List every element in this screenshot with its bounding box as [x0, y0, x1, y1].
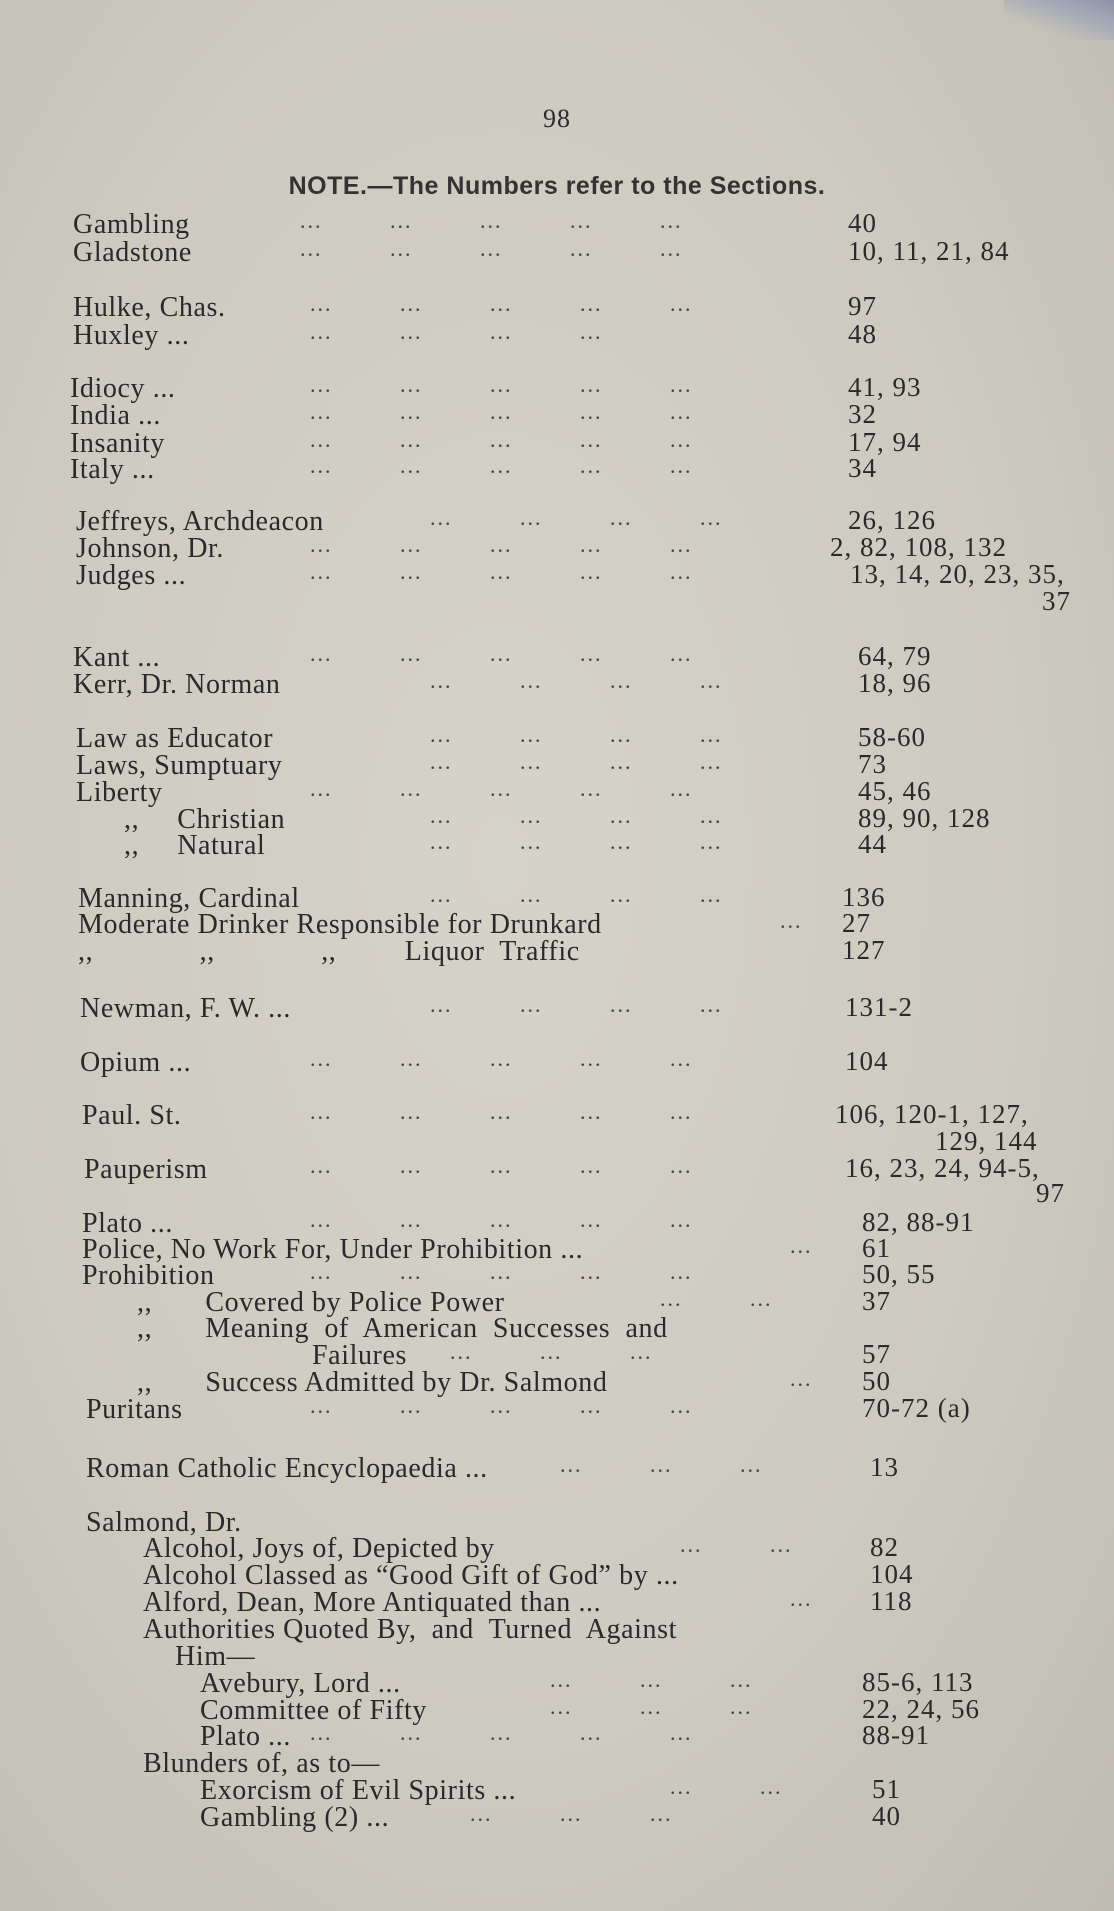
index-entry-pages: 97 [848, 291, 877, 321]
index-entry-pages: 37 [862, 1286, 891, 1316]
index-entry-label: Pauperism [84, 1154, 208, 1185]
index-entry-label: Roman Catholic Encyclopaedia ... [86, 1453, 488, 1484]
index-entry-pages: 82 [870, 1532, 899, 1562]
index-entry-pages: 70-72 (a) [862, 1393, 971, 1423]
index-entry-label: Liberty [76, 777, 163, 808]
index-entry-pages: 41, 93 [848, 372, 922, 402]
index-entry-label: Paul. St. [82, 1100, 182, 1131]
index-entry-pages: 127 [842, 935, 886, 965]
leader-dots: ... ... ... [550, 1694, 753, 1719]
leader-dots: ... ... ... ... ... [310, 372, 693, 397]
leader-dots: ... ... ... ... ... [310, 1720, 693, 1745]
page-corner-shadow [1004, 0, 1114, 40]
index-entry-pages: 64, 79 [858, 641, 932, 671]
index-entry-pages: 17, 94 [848, 427, 922, 457]
leader-dots: ... ... ... ... ... [310, 1393, 693, 1418]
index-entry-label: Plato ... [200, 1721, 291, 1752]
index-entry-label: Plato ... [82, 1208, 173, 1239]
index-entry-pages: 85-6, 113 [862, 1667, 974, 1697]
index-entry-pages: 50 [862, 1366, 891, 1396]
index-entry-label: Alcohol Classed as “Good Gift of God” by ... [143, 1560, 679, 1591]
leader-dots: ... ... ... ... ... [310, 1207, 693, 1232]
index-entry-pages: 44 [858, 829, 887, 859]
leader-dots: ... ... ... [550, 1667, 753, 1692]
index-entry-pages: 131-2 [845, 992, 913, 1022]
leader-dots: ... ... ... ... ... [310, 453, 693, 478]
index-entry-pages: 10, 11, 21, 84 [848, 236, 1010, 266]
index-entry-label: ,, Christian [124, 804, 286, 835]
index-entry-label: Committee of Fifty [200, 1695, 428, 1726]
index-entry-pages: 50, 55 [862, 1259, 936, 1289]
index-entry-pages: 40 [872, 1801, 901, 1831]
leader-dots: ... [790, 1233, 813, 1258]
leader-dots: ... ... ... ... ... [300, 236, 683, 261]
index-entry-label: India ... [70, 400, 161, 431]
leader-dots: ... ... ... ... ... [310, 641, 693, 666]
index-entry-label: Jeffreys, Archdeacon [76, 506, 324, 537]
index-entry-label: ,, Natural [124, 830, 266, 861]
leader-dots: ... ... ... ... [430, 882, 723, 907]
index-entry-label: Gambling [73, 209, 190, 240]
index-entry-pages: 97 [1036, 1178, 1065, 1208]
index-entry-label: Hulke, Chas. [73, 292, 226, 323]
index-entry-label: Newman, F. W. ... [80, 993, 291, 1024]
index-entry-label: Johnson, Dr. [76, 533, 224, 564]
leader-dots: ... ... ... ... ... [310, 776, 693, 801]
index-entry-label: Failures [312, 1340, 408, 1371]
index-entry-pages: 13 [870, 1452, 899, 1482]
index-entry-label: Idiocy ... [70, 373, 176, 404]
index-entry-pages: 2, 82, 108, 132 [830, 532, 1007, 562]
leader-dots: ... ... [660, 1286, 773, 1311]
index-entry-pages: 32 [848, 399, 877, 429]
index-entry-label: Authorities Quoted By, and Turned Against [143, 1614, 678, 1645]
index-entry-pages: 136 [842, 882, 886, 912]
index-entry-pages: 51 [872, 1774, 901, 1804]
index-entry-label: Puritans [86, 1394, 183, 1425]
index-entry-label: Kant ... [73, 642, 161, 673]
leader-dots: ... ... ... ... ... [310, 1099, 693, 1124]
index-entry-label: Laws, Sumptuary [76, 750, 283, 781]
index-entry-label: Opium ... [80, 1047, 192, 1078]
index-entry-pages: 89, 90, 128 [858, 803, 991, 833]
leader-dots: ... [790, 1366, 813, 1391]
index-entry-pages: 27 [842, 908, 871, 938]
leader-dots: ... [790, 1586, 813, 1611]
leader-dots: ... ... ... ... [430, 668, 723, 693]
leader-dots: ... ... ... ... [430, 803, 723, 828]
index-entry-pages: 48 [848, 319, 877, 349]
page-number: 98 [543, 104, 571, 133]
index-entry-label: Gladstone [73, 237, 192, 268]
index-entry-label: ,, Meaning of American Successes and [137, 1313, 668, 1344]
leader-dots: ... ... ... ... [310, 319, 603, 344]
index-entry-pages: 73 [858, 749, 887, 779]
index-entry-pages: 18, 96 [858, 668, 932, 698]
index-entry-label: Gambling (2) ... [200, 1802, 390, 1833]
leader-dots: ... [780, 908, 803, 933]
leader-dots: ... ... ... ... ... [310, 1046, 693, 1071]
index-entry-label: Him— [175, 1641, 256, 1672]
index-entry-label: Police, No Work For, Under Prohibition ... [82, 1234, 584, 1265]
index-entry-pages: 45, 46 [858, 776, 932, 806]
leader-dots: ... ... ... ... ... [310, 291, 693, 316]
leader-dots: ... ... ... ... [430, 829, 723, 854]
leader-dots: ... ... ... ... ... [310, 532, 693, 557]
index-entry-label: Law as Educator [76, 723, 274, 754]
leader-dots: ... ... ... ... ... [300, 208, 683, 233]
index-entry-pages: 22, 24, 56 [862, 1694, 980, 1724]
leader-dots: ... ... ... ... [430, 505, 723, 530]
index-entry-label: ,, Covered by Police Power [137, 1287, 505, 1318]
index-entry-label: Judges ... [76, 560, 187, 591]
index-entry-pages: 82, 88-91 [862, 1207, 975, 1237]
index-entry-label: Manning, Cardinal [78, 883, 300, 914]
index-entry-pages: 40 [848, 208, 877, 238]
index-entry-pages: 104 [870, 1559, 914, 1589]
index-entry-label: Kerr, Dr. Norman [73, 669, 281, 700]
index-entry-pages: 34 [848, 453, 877, 483]
index-entry-label: ,, Success Admitted by Dr. Salmond [137, 1367, 608, 1398]
leader-dots: ... ... [680, 1532, 793, 1557]
index-entry-label: Huxley ... [73, 320, 190, 351]
index-entry-pages: 37 [1042, 586, 1071, 616]
index-entry-label: Prohibition [82, 1260, 215, 1291]
index-entry-pages: 13, 14, 20, 23, 35, [850, 559, 1065, 589]
index-entry-label: Exorcism of Evil Spirits ... [200, 1775, 517, 1806]
leader-dots: ... ... ... ... ... [310, 559, 693, 584]
index-entry-label: Alcohol, Joys of, Depicted by [143, 1533, 495, 1564]
leader-dots: ... ... ... ... [430, 992, 723, 1017]
leader-dots: ... ... ... [560, 1452, 763, 1477]
index-entry-label: Alford, Dean, More Antiquated than ... [143, 1587, 602, 1618]
index-entry-label: Italy ... [70, 454, 155, 485]
leader-dots: ... ... ... ... [430, 722, 723, 747]
leader-dots: ... ... ... ... [430, 749, 723, 774]
index-entry-pages: 58-60 [858, 722, 926, 752]
leader-dots: ... ... ... ... ... [310, 1259, 693, 1284]
index-entry-label: ,, ,, ,, Liquor Traffic [78, 936, 580, 967]
leader-dots: ... ... ... [470, 1801, 673, 1826]
index-entry-pages: 118 [870, 1586, 913, 1616]
index-entry-pages: 26, 126 [848, 505, 936, 535]
leader-dots: ... ... ... [450, 1339, 653, 1364]
leader-dots: ... ... ... ... ... [310, 1153, 693, 1178]
index-entry-pages: 104 [845, 1046, 889, 1076]
index-entry-pages: 129, 144 [935, 1126, 1038, 1156]
index-entry-pages: 106, 120-1, 127, [835, 1099, 1029, 1129]
index-entry-label: Salmond, Dr. [86, 1507, 242, 1538]
index-entry-pages: 61 [862, 1233, 891, 1263]
leader-dots: ... ... [670, 1774, 783, 1799]
leader-dots: ... ... ... ... ... [310, 427, 693, 452]
index-entry-label: Avebury, Lord ... [200, 1668, 401, 1699]
index-entry-label: Blunders of, as to— [143, 1748, 380, 1779]
index-note-heading: NOTE.—The Numbers refer to the Sections. [288, 172, 826, 200]
index-entry-label: Moderate Drinker Responsible for Drunkard [78, 909, 602, 940]
leader-dots: ... ... ... ... ... [310, 399, 693, 424]
index-entry-pages: 57 [862, 1339, 891, 1369]
index-entry-pages: 16, 23, 24, 94-5, [845, 1153, 1040, 1183]
index-entry-pages: 88-91 [862, 1720, 930, 1750]
index-entry-label: Insanity [70, 428, 166, 459]
